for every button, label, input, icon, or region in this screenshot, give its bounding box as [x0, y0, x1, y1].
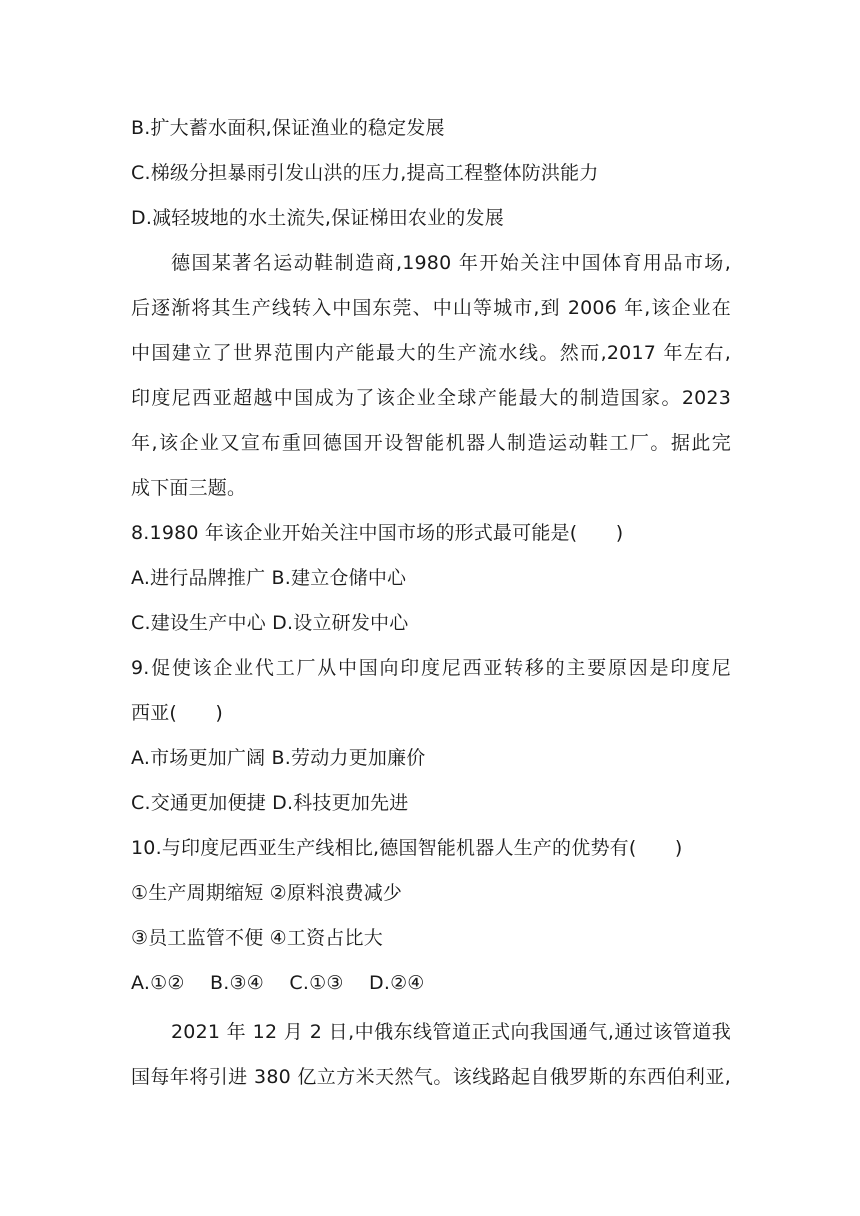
- question-10-statements-12: ①生产周期缩短 ②原料浪费减少: [131, 882, 403, 904]
- question-10-options: A.①② B.③④ C.①③ D.②④: [131, 972, 425, 994]
- question-8: 8.1980 年该企业开始关注中国市场的形式最可能是( ): [131, 522, 624, 544]
- question-9-line-2: 西亚( ): [131, 702, 224, 724]
- option-c-line: C.梯级分担暴雨引发山洪的压力,提高工程整体防洪能力: [131, 162, 599, 184]
- question-8-options-cd: C.建设生产中心 D.设立研发中心: [131, 612, 409, 634]
- passage2-line-2: 国每年将引进 380 亿立方米天然气。该线路起自俄罗斯的东西伯利亚,: [131, 1066, 731, 1088]
- passage-line-4: 印度尼西亚超越中国成为了该企业全球产能最大的制造国家。2023: [131, 387, 731, 409]
- passage-line-1: 德国某著名运动鞋制造商,1980 年开始关注中国体育用品市场,: [171, 252, 731, 274]
- question-9-line-1: 9.促使该企业代工厂从中国向印度尼西亚转移的主要原因是印度尼: [131, 657, 731, 679]
- option-b-line: B.扩大蓄水面积,保证渔业的稳定发展: [131, 117, 445, 139]
- passage2-line-1: 2021 年 12 月 2 日,中俄东线管道正式向我国通气,通过该管道我: [171, 1021, 731, 1043]
- passage-line-6: 成下面三题。: [131, 477, 247, 499]
- option-d-line: D.减轻坡地的水土流失,保证梯田农业的发展: [131, 207, 504, 229]
- question-10-statements-34: ③员工监管不便 ④工资占比大: [131, 927, 383, 949]
- question-10: 10.与印度尼西亚生产线相比,德国智能机器人生产的优势有( ): [131, 837, 683, 859]
- passage-line-5: 年,该企业又宣布重回德国开设智能机器人制造运动鞋工厂。据此完: [131, 432, 731, 454]
- question-8-options-ab: A.进行品牌推广 B.建立仓储中心: [131, 567, 407, 589]
- passage-line-3: 中国建立了世界范围内产能最大的生产流水线。然而,2017 年左右,: [131, 342, 731, 364]
- question-9-options-cd: C.交通更加便捷 D.科技更加先进: [131, 792, 409, 814]
- passage-line-2: 后逐渐将其生产线转入中国东莞、中山等城市,到 2006 年,该企业在: [131, 297, 731, 319]
- question-9-options-ab: A.市场更加广阔 B.劳动力更加廉价: [131, 747, 426, 769]
